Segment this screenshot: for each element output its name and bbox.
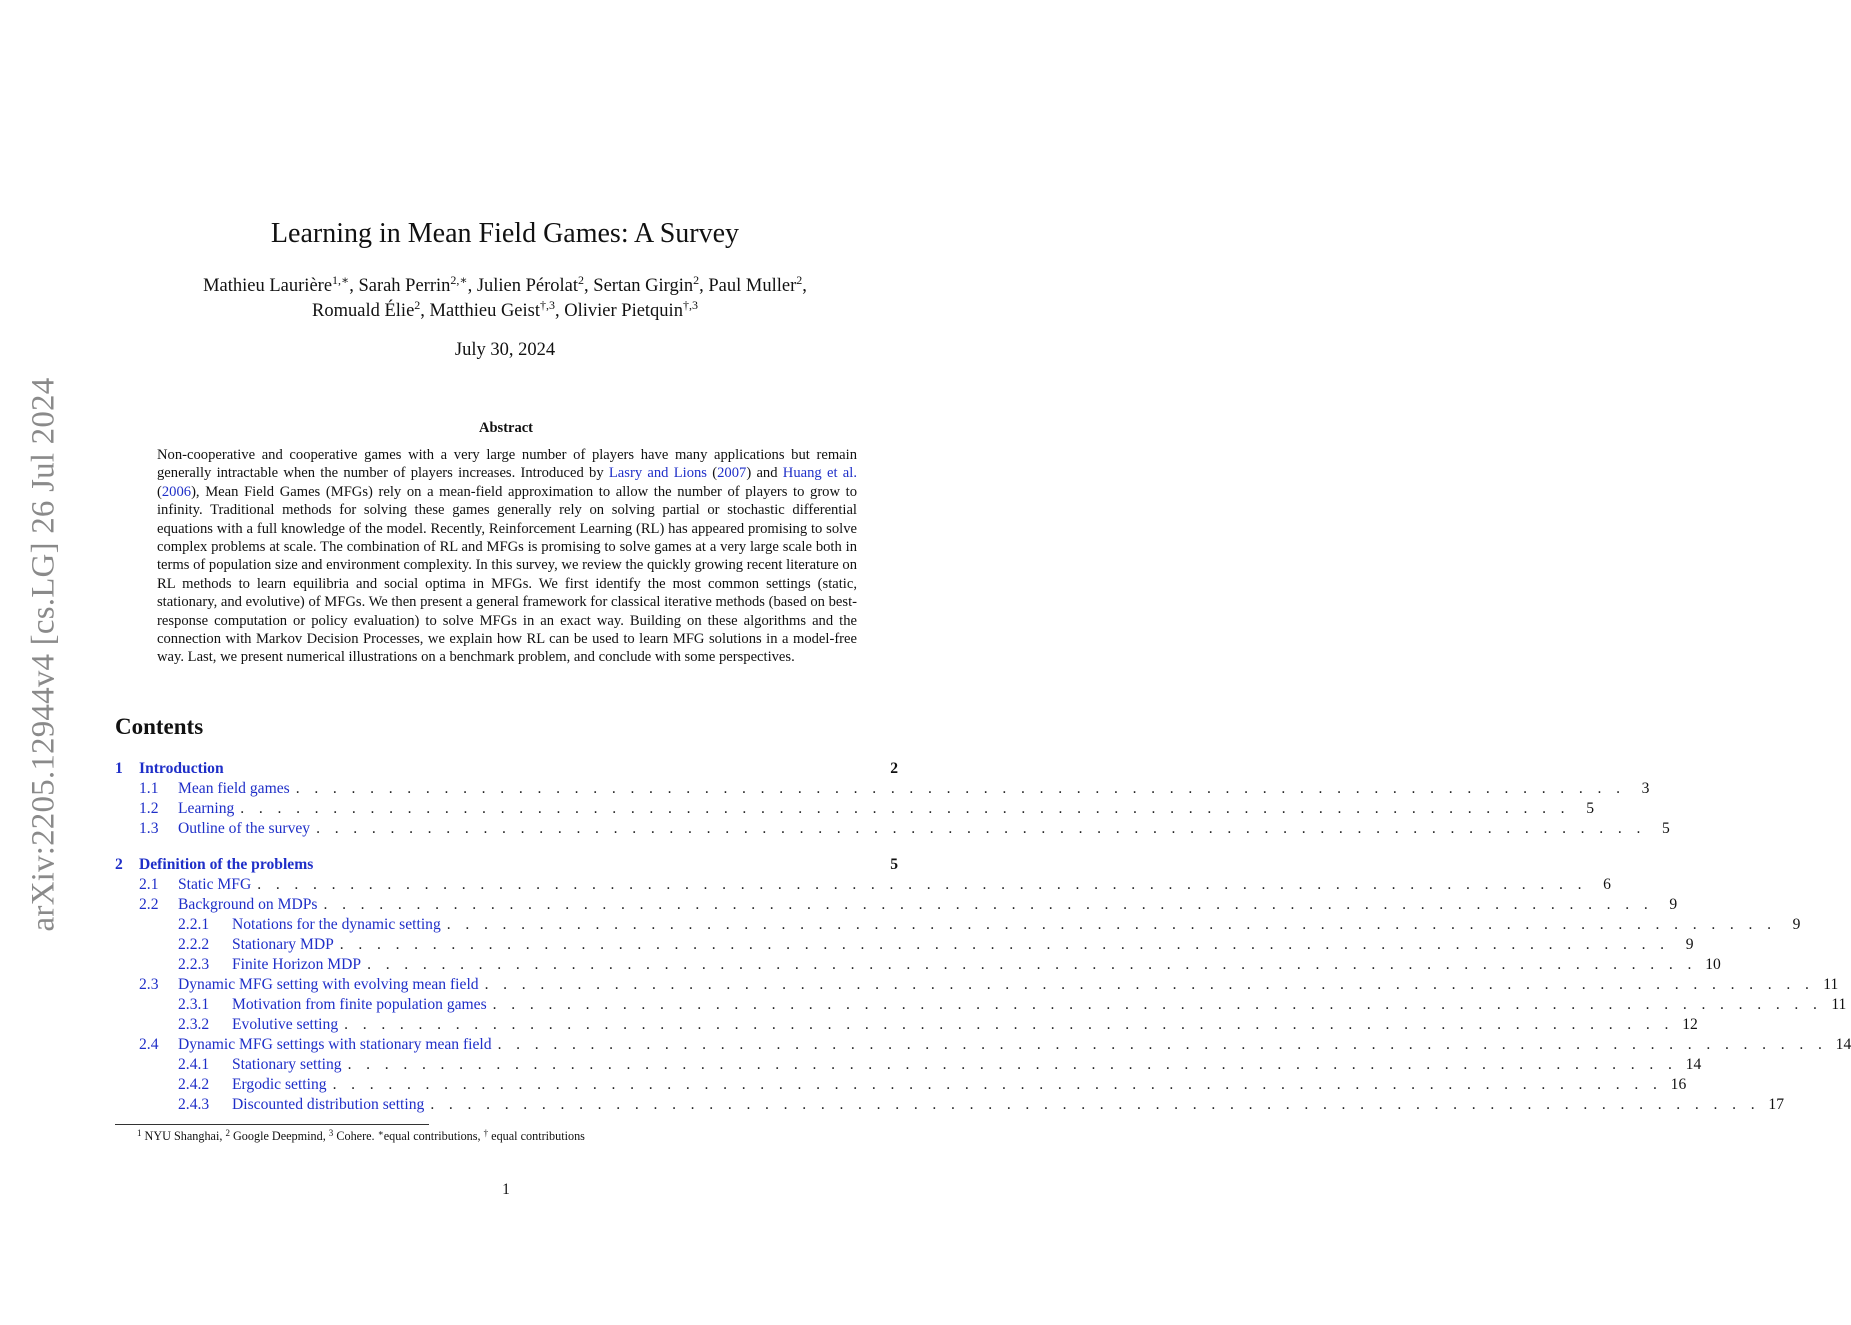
toc-entry[interactable]: 2.4 Dynamic MFG settings with stationary mean field . . . . . . . . . . . . . . . . . . . . . . . . . . . . . . . . . . . . . . . . . . . . . . . . . . . . . . . . . . . . . . . . . . . . . . . . 14 xyxy=(139,1036,1851,1053)
toc-entry[interactable]: 2.4.2 Ergodic setting . . . . . . . . . . . . . . . . . . . . . . . . . . . . . . . . . . . . . . . . . . . . . . . . . . . . . . . . . . . . . . . . . . . . . . . . 16 xyxy=(178,1076,1687,1093)
toc-entry[interactable]: 2.2 Background on MDPs . . . . . . . . . . . . . . . . . . . . . . . . . . . . . . . . . . . . . . . . . . . . . . . . . . . . . . . . . . . . . . . . . . . . . . . . 9 xyxy=(139,896,1678,913)
toc-entry[interactable]: 1 Introduction 2 xyxy=(115,760,898,777)
toc-entry[interactable]: 2.1 Static MFG . . . . . . . . . . . . . . . . . . . . . . . . . . . . . . . . . . . . . . . . . . . . . . . . . . . . . . . . . . . . . . . . . . . . . . . . 6 xyxy=(139,876,1611,893)
toc-entry[interactable]: 2.2.3 Finite Horizon MDP . . . . . . . . . . . . . . . . . . . . . . . . . . . . . . . . . . . . . . . . . . . . . . . . . . . . . . . . . . . . . . . . . . . . . . . . 10 xyxy=(178,956,1721,973)
citation-year-link[interactable]: 2006 xyxy=(161,483,192,500)
toc-entry[interactable]: 2.3 Dynamic MFG setting with evolving mean field . . . . . . . . . . . . . . . . . . . . . . . . . . . . . . . . . . . . . . . . . . . . . . . . . . . . . . . . . . . . . . . . . . . . . . . . 11 xyxy=(139,976,1839,993)
toc-entry[interactable]: 2.2.2 Stationary MDP . . . . . . . . . . . . . . . . . . . . . . . . . . . . . . . . . . . . . . . . . . . . . . . . . . . . . . . . . . . . . . . . . . . . . . . . 9 xyxy=(178,936,1694,953)
author: Matthieu Geist$^{\dagger,3}$, xyxy=(429,298,565,321)
toc-entry[interactable]: 2.4.1 Stationary setting . . . . . . . . . . . . . . . . . . . . . . . . . . . . . . . . . . . . . . . . . . . . . . . . . . . . . . . . . . . . . . . . . . . . . . . . 14 xyxy=(178,1056,1702,1073)
author: Julien Pérolat$^2$, xyxy=(476,273,594,296)
paper-date: July 30, 2024 xyxy=(454,340,556,360)
footnote-rule xyxy=(115,1124,429,1125)
abstract-body: Non-cooperative and cooperative games with a very large number of players have many applications but remain generally intractable when the number of players increases. Introduced by Lasry and Lions (2007) and Huang et al. (2006), Mean Field Games (MFGs) rely on a mean-field approximation to allow the number of players to grow to infinity. Traditional methods for solving these games generally rely on solving partial or stochastic differential equations with a full knowledge of the model. Recently, Reinforcement Learning (RL) has appeared promising to solve complex problems at scale. The combination of RL and MFGs is promising to solve games at a very large scale both in terms of population size and environment complexity. In this survey, we review the quickly growing recent literature on RL methods to learn equilibria and social optima in MFGs. We first identify the most common settings (static, stationary, and evolutive) of MFGs. We then present a general framework for classical iterative methods (based on best-response computation or policy evaluation) to solve MFGs in an exact way. Building on these algorithms and the connection with Markov Decision Processes, we explain how RL can be used to learn MFG solutions in a model-free way. Last, we present numerical illustrations on a benchmark problem, and conclude with some perspectives. xyxy=(157,447,857,666)
arxiv-stamp xyxy=(14,368,74,940)
author-list xyxy=(0,274,1010,324)
author: Paul Muller$^2$, xyxy=(708,273,807,296)
citation-link[interactable]: Lasry and Lions xyxy=(608,465,707,482)
affiliations-footnote: $^1$ NYU Shanghai, $^2$ Google Deepmind, $^3$ Cohere. ∗equal contributions, † equal contributions xyxy=(137,1128,585,1143)
toc-entry[interactable]: 2.3.1 Motivation from finite population games . . . . . . . . . . . . . . . . . . . . . . . . . . . . . . . . . . . . . . . . . . . . . . . . . . . . . . . . . . . . . . . . . . . . . . . . 11 xyxy=(178,996,1847,1013)
author: Olivier Pietquin$^{\dagger,3}$ xyxy=(564,298,698,321)
author: Mathieu Laurière$^{1,∗}$, xyxy=(203,273,359,296)
toc-entry[interactable]: 2.3.2 Evolutive setting . . . . . . . . . . . . . . . . . . . . . . . . . . . . . . . . . . . . . . . . . . . . . . . . . . . . . . . . . . . . . . . . . . . . . . . . 12 xyxy=(178,1016,1698,1033)
author: Sarah Perrin$^{2,∗}$, xyxy=(358,273,477,296)
citation-year-link[interactable]: 2007 xyxy=(717,465,747,482)
citation-link[interactable]: Huang et al. xyxy=(782,465,857,482)
toc-entry[interactable]: 1.2 Learning . . . . . . . . . . . . . . . . . . . . . . . . . . . . . . . . . . . . . . . . . . . . . . . . . . . . . . . . . . . . . . . . . . . . . . . . 5 xyxy=(139,800,1594,817)
page-number: 1 xyxy=(502,1181,510,1198)
paper-title: Learning in Mean Field Games: A Survey xyxy=(270,218,740,249)
toc-entry[interactable]: 1.3 Outline of the survey . . . . . . . . . . . . . . . . . . . . . . . . . . . . . . . . . . . . . . . . . . . . . . . . . . . . . . . . . . . . . . . . . . . . . . . . 5 xyxy=(139,820,1670,837)
toc-entry[interactable]: 2.2.1 Notations for the dynamic setting . . . . . . . . . . . . . . . . . . . . . . . . . . . . . . . . . . . . . . . . . . . . . . . . . . . . . . . . . . . . . . . . . . . . . . . . 9 xyxy=(178,916,1801,933)
arxiv-stamp-text: arXiv:2205.12944v4 [cs.LG] 26 Jul 2024 xyxy=(25,377,62,931)
contents-heading: Contents xyxy=(115,714,204,739)
toc-entry[interactable]: 2.4.3 Discounted distribution setting . . . . . . . . . . . . . . . . . . . . . . . . . . . . . . . . . . . . . . . . . . . . . . . . . . . . . . . . . . . . . . . . . . . . . . . . 17 xyxy=(178,1096,1784,1113)
toc-entry[interactable]: 2 Definition of the problems 5 xyxy=(115,856,898,873)
author: Romuald Élie$^2$, xyxy=(312,298,430,321)
author: Sertan Girgin$^2$, xyxy=(593,273,709,296)
abstract-heading: Abstract xyxy=(479,420,533,436)
toc-entry[interactable]: 1.1 Mean field games . . . . . . . . . . . . . . . . . . . . . . . . . . . . . . . . . . . . . . . . . . . . . . . . . . . . . . . . . . . . . . . . . . . . . . . . 3 xyxy=(139,780,1650,797)
